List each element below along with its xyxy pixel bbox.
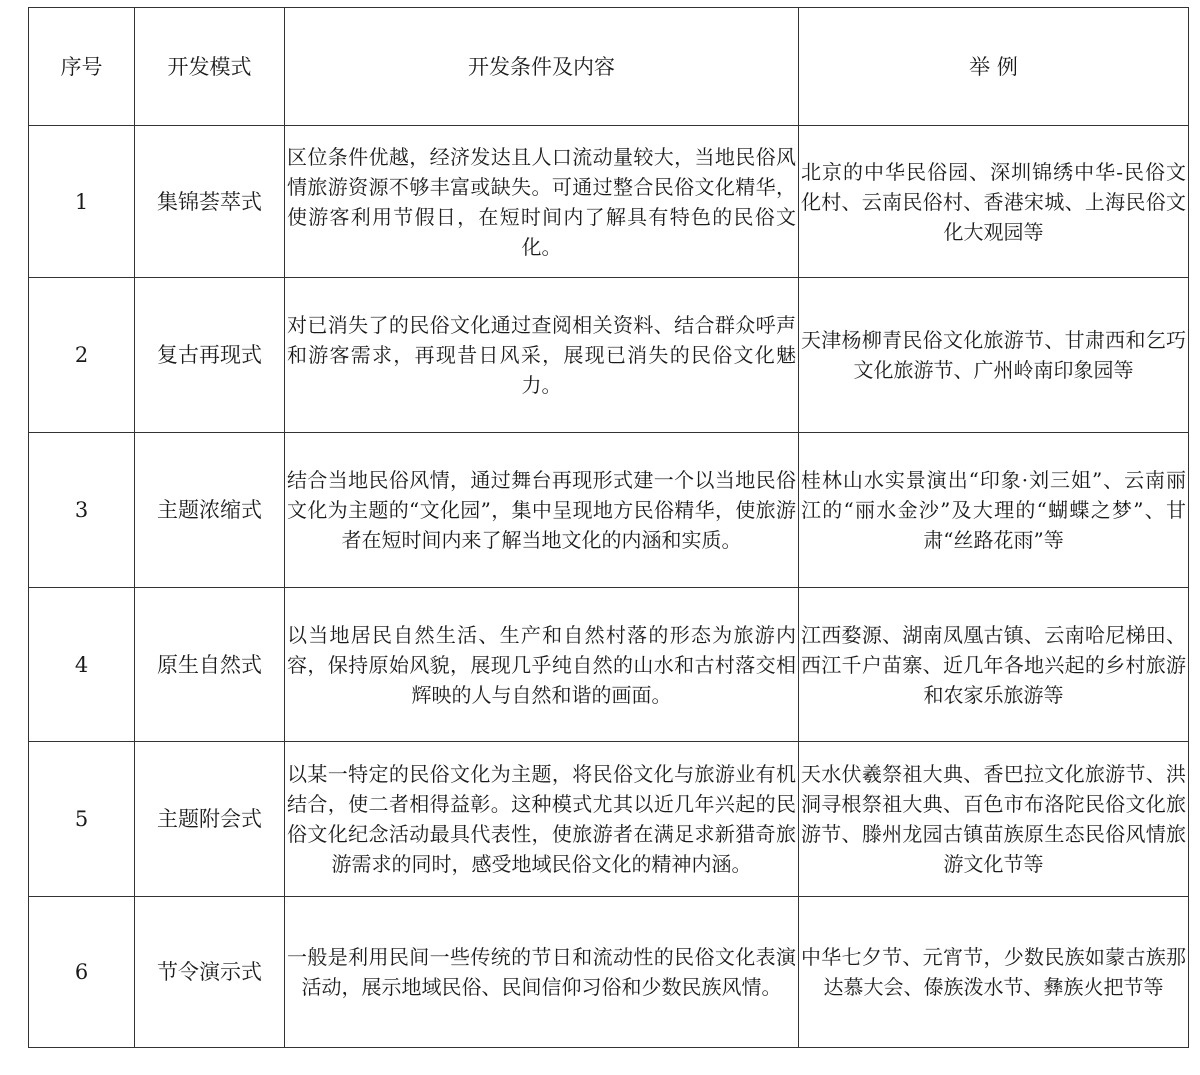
row-example: 天水伏羲祭祖大典、香巴拉文化旅游节、洪洞寻根祭祖大典、百色市布洛陀民俗文化旅游节、滕州龙园古镇苗族原生态民俗风情旅游文化节等 — [799, 742, 1189, 897]
header-condition: 开发条件及内容 — [285, 8, 799, 126]
row-mode: 原生自然式 — [135, 588, 285, 742]
row-mode: 主题浓缩式 — [135, 433, 285, 588]
row-example: 中华七夕节、元宵节，少数民族如蒙古族那达慕大会、傣族泼水节、彝族火把节等 — [799, 897, 1189, 1048]
table-row — [29, 897, 1189, 1048]
table-row — [29, 278, 1189, 433]
table-row — [29, 588, 1189, 742]
row-condition: 区位条件优越，经济发达且人口流动量较大，当地民俗风情旅游资源不够丰富或缺失。可通过整合民俗文化精华，使游客利用节假日，在短时间内了解具有特色的民俗文化。 — [285, 126, 799, 278]
row-condition: 以当地居民自然生活、生产和自然村落的形态为旅游内容，保持原始风貌，展现几乎纯自然的山水和古村落交相辉映的人与自然和谐的画面。 — [285, 588, 799, 742]
row-number: 6 — [29, 897, 135, 1048]
row-number: 5 — [29, 742, 135, 897]
development-modes-table — [28, 7, 1189, 1048]
development-modes-table-wrapper — [28, 7, 1188, 1048]
row-number: 2 — [29, 278, 135, 433]
row-example: 江西婺源、湖南凤凰古镇、云南哈尼梯田、西江千户苗寨、近几年各地兴起的乡村旅游和农家乐旅游等 — [799, 588, 1189, 742]
row-condition: 结合当地民俗风情，通过舞台再现形式建一个以当地民俗文化为主题的“文化园”，集中呈现地方民俗精华，使旅游者在短时间内来了解当地文化的内涵和实质。 — [285, 433, 799, 588]
row-example: 天津杨柳青民俗文化旅游节、甘肃西和乞巧文化旅游节、广州岭南印象园等 — [799, 278, 1189, 433]
header-number: 序号 — [29, 8, 135, 126]
row-mode: 主题附会式 — [135, 742, 285, 897]
row-example: 北京的中华民俗园、深圳锦绣中华-民俗文化村、云南民俗村、香港宋城、上海民俗文化大观园等 — [799, 126, 1189, 278]
row-mode: 节令演示式 — [135, 897, 285, 1048]
header-example: 举 例 — [799, 8, 1189, 126]
row-number: 4 — [29, 588, 135, 742]
row-mode: 集锦荟萃式 — [135, 126, 285, 278]
table-row — [29, 742, 1189, 897]
row-example: 桂林山水实景演出“印象·刘三姐”、云南丽江的“丽水金沙”及大理的“蝴蝶之梦”、甘肃“丝路花雨”等 — [799, 433, 1189, 588]
table-row — [29, 126, 1189, 278]
header-mode: 开发模式 — [135, 8, 285, 126]
row-condition: 以某一特定的民俗文化为主题，将民俗文化与旅游业有机结合，使二者相得益彰。这种模式尤其以近几年兴起的民俗文化纪念活动最具代表性，使旅游者在满足求新猎奇旅游需求的同时，感受地域民俗文化的精神内涵。 — [285, 742, 799, 897]
header-row — [29, 8, 1189, 126]
row-mode: 复古再现式 — [135, 278, 285, 433]
row-condition: 一般是利用民间一些传统的节日和流动性的民俗文化表演活动，展示地域民俗、民间信仰习俗和少数民族风情。 — [285, 897, 799, 1048]
row-number: 3 — [29, 433, 135, 588]
row-condition: 对已消失了的民俗文化通过查阅相关资料、结合群众呼声和游客需求，再现昔日风采，展现已消失的民俗文化魅力。 — [285, 278, 799, 433]
row-number: 1 — [29, 126, 135, 278]
table-row — [29, 433, 1189, 588]
